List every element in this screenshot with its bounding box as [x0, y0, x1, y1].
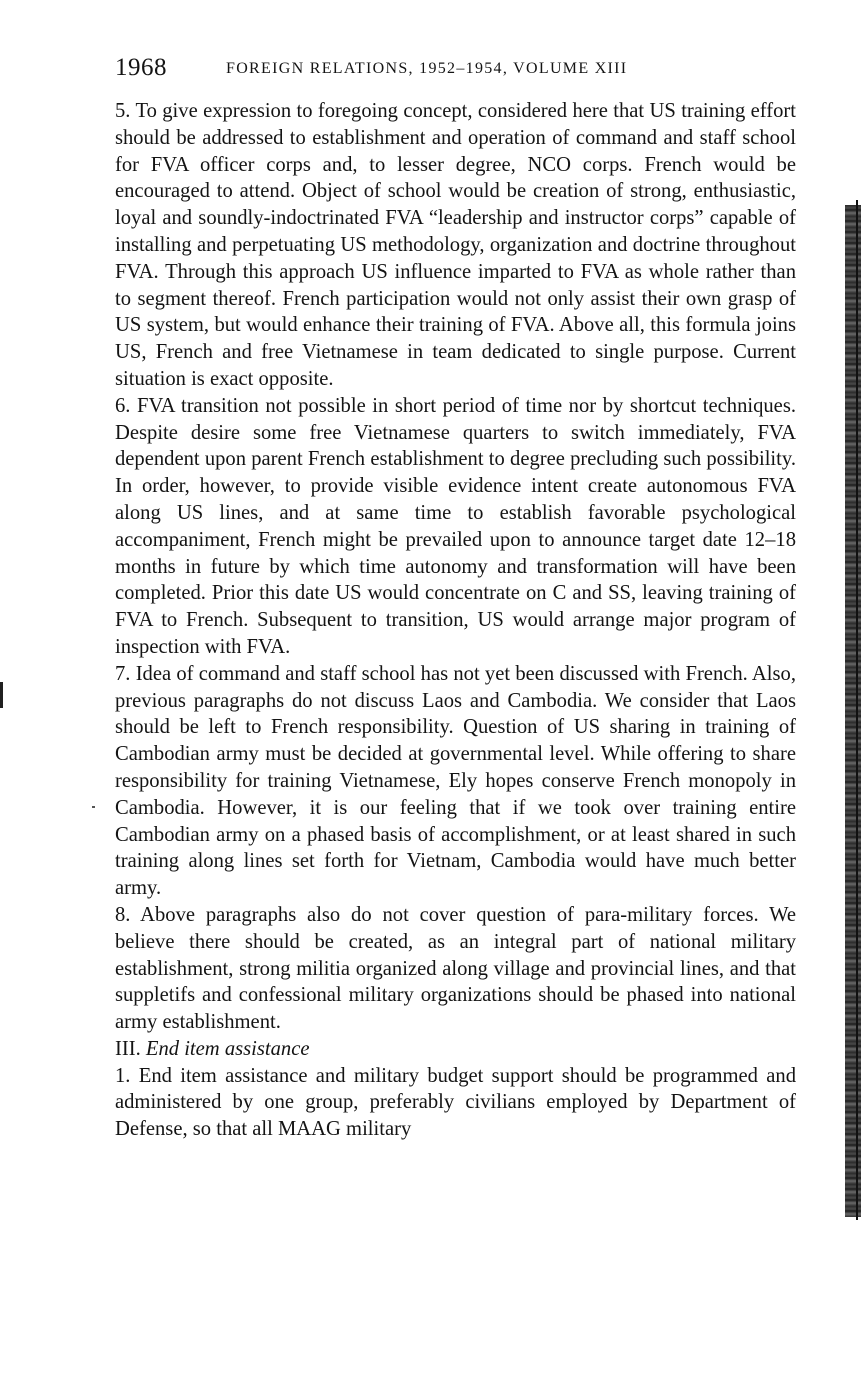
scan-speck: [92, 806, 95, 808]
scan-binding-line: [856, 200, 858, 1220]
section-heading-iii: [115, 1036, 796, 1063]
paragraph-8: 8. Above paragraphs also do not cover question of para-military forces. We believe there should be created, as an integral part of national military establishment, strong militia organized along village and provincial lines, and that suppletifs and confessional military organizations should be phased into national army establishment.: [115, 903, 796, 1034]
running-head: FOREIGN RELATIONS, 1952–1954, VOLUME XIII: [226, 60, 628, 77]
section-title: End item assistance: [145, 1037, 310, 1060]
paragraph-6: 6. FVA transition not possible in short period of time nor by shortcut techniques. Despite desire some free Vietnamese quarters to switch immediately, FVA dependent upon parent French establishment to degree precluding such possibility. In order, however, to provide visible evidence intent create autonomous FVA along US lines, and at same time to establish favorable psychological accompaniment, French might be prevailed upon to announce target date 12–18 months in future by which time autonomy and transformation will have been completed. Prior this date US would concentrate on C and SS, leaving training of FVA to French. Subsequent to transition, US would arrange major program of inspection with FVA.: [115, 394, 796, 658]
page-header: [115, 54, 805, 90]
paragraph-5: 5. To give expression to foregoing concept, considered here that US training effort should be addressed to establishment and operation of command and staff school for FVA officer corps and, to lesser degree, NCO corps. French would be encouraged to attend. Object of school would be creation of strong, enthusiastic, loyal and soundly-indoctrinated FVA “leadership and instructor corps” capable of installing and perpetuating US methodology, organization and doctrine throughout FVA. Through this approach US influence imparted to FVA as whole rather than to segment thereof. French participation would not only assist their own grasp of US system, but would enhance their training of FVA. Above all, this formula joins US, French and free Vietnamese in team dedicated to single purpose. Current situation is exact opposite.: [115, 100, 796, 390]
section-numeral: III.: [115, 1037, 141, 1060]
scan-binding-edge: [845, 205, 861, 1217]
section-iii-paragraph-1: 1. End item assistance and military budget support should be programmed and administered by one group, preferably civilians employed by Department of Defense, so that all MAAG military: [115, 1064, 796, 1141]
scan-margin-mark: [0, 682, 3, 708]
body-text: [115, 98, 796, 1143]
page-number: 1968: [115, 54, 167, 81]
paragraph-7: 7. Idea of command and staff school has not yet been discussed with French. Also, previous paragraphs do not discuss Laos and Cambodia. We consider that Laos should be left to French responsibility. Question of US sharing in training of Cambodian army must be decided at governmental level. While offering to share responsibility for training Vietnamese, Ely hopes conserve French monopoly in Cambodia. However, it is our feeling that if we took over training entire Cambodian army on a phased basis of accomplishment, or at least shared in such training along lines set forth for Vietnam, Cambodia would have much better army.: [115, 662, 796, 900]
